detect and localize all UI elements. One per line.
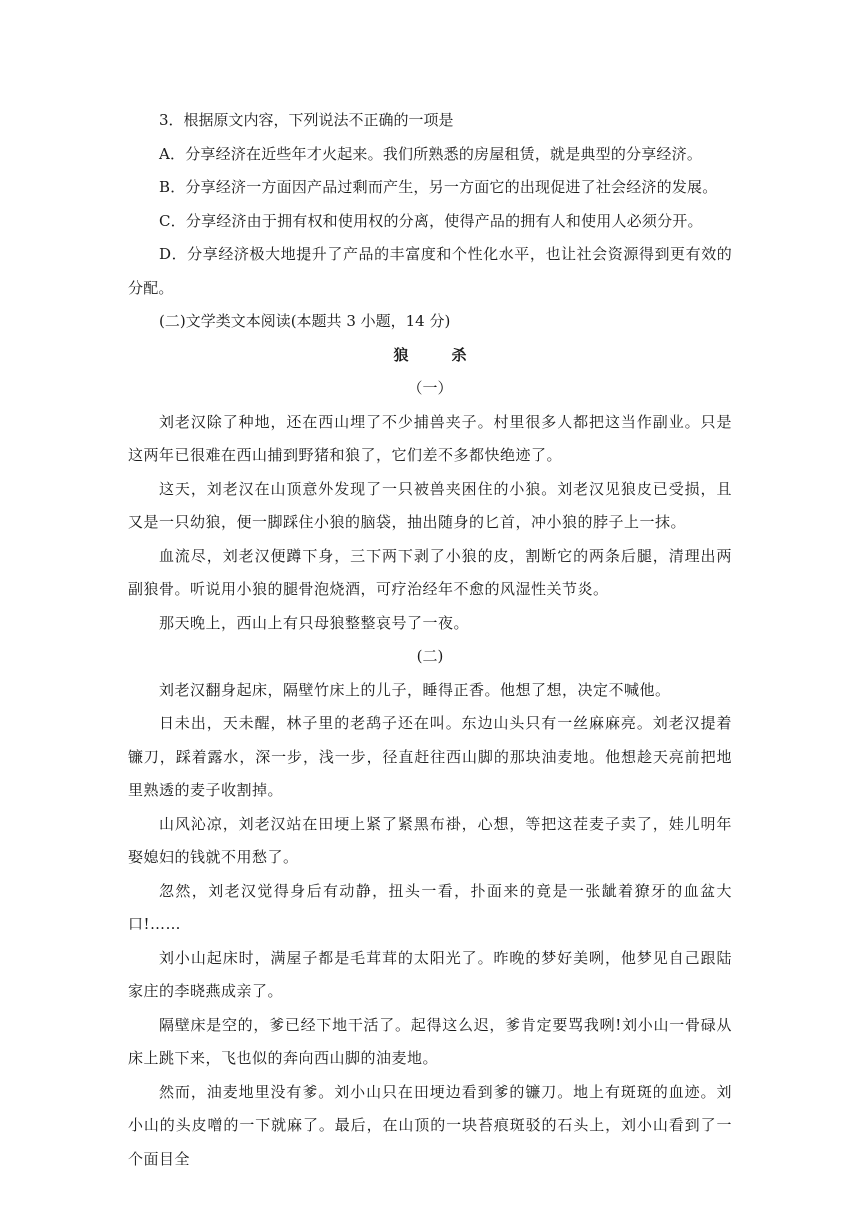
story-paragraph: 隔壁床是空的，爹已经下地干活了。起得这么迟，爹肯定要骂我咧!刘小山一骨碌从床上跳下来，飞也似的奔向西山脚的油麦地。 [128,1015,732,1067]
question-3-stem: 3．根据原文内容，下列说法不正确的一项是 [159,111,454,129]
part-1-label: （一） [407,379,453,397]
section-heading: (二)文学类文本阅读(本题共 3 小题，14 分) [159,312,451,330]
story-paragraph: 刘老汉翻身起床，隔壁竹床上的儿子，睡得正香。他想了想，决定不喊他。 [159,680,671,699]
question-3-option-c: C．分享经济由于拥有权和使用权的分离，使得产品的拥有人和使用人必须分开。 [159,211,703,230]
question-3-option-a: A．分享经济在近些年才火起来。我们所熟悉的房屋租赁，就是典型的分享经济。 [159,144,703,163]
story-paragraph: 然而，油麦地里没有爹。刘小山只在田埂边看到爹的镰刀。地上有斑斑的血迹。刘小山的头皮噌的一下就麻了。最后，在山顶的一块苔痕斑驳的石头上，刘小山看到了一个面目全 [128,1082,732,1168]
story-paragraph: 刘老汉除了种地，还在西山埋了不少捕兽夹子。村里很多人都把这当作副业。只是这两年已很难在西山捕到野猪和狼了，它们差不多都快绝迹了。 [128,412,732,464]
question-3-option-d: D．分享经济极大地提升了产品的丰富度和个性化水平，也让社会资源得到更有效的分配。 [128,245,732,297]
story-title: 狼 杀 [393,345,481,364]
story-paragraph: 山风沁凉，刘老汉站在田埂上紧了紧黑布褂，心想，等把这茬麦子卖了，娃儿明年娶媳妇的钱就不用愁了。 [128,814,732,866]
question-3-option-b: B．分享经济一方面因产品过剩而产生，另一方面它的出现促进了社会经济的发展。 [159,178,718,196]
story-paragraph: 这天，刘老汉在山顶意外发现了一只被兽夹困住的小狼。刘老汉见狼皮已受损，且又是一只幼狼，便一脚踩住小狼的脑袋，抽出随身的匕首，冲小狼的脖子上一抹。 [128,479,732,531]
story-part-2 [128,674,732,1177]
story-paragraph: 日未出，天未醒，林子里的老鸹子还在叫。东边山头只有一丝麻麻亮。刘老汉提着镰刀，踩着露水，深一步，浅一步，径直赶往西山脚的那块油麦地。他想趁天亮前把地里熟透的麦子收割掉。 [128,714,732,799]
story-paragraph: 刘小山起床时，满屋子都是毛茸茸的太阳光了。昨晚的梦好美咧，他梦见自己跟陆家庄的李晓燕成亲了。 [128,948,732,1000]
story-paragraph: 血流尽，刘老汉便蹲下身，三下两下剥了小狼的皮，割断它的两条后腿，清理出两副狼骨。听说用小狼的腿骨泡烧酒，可疗治经年不愈的风湿性关节炎。 [128,546,732,598]
story-part-1 [128,406,732,641]
part-2-label: (二) [416,647,444,665]
page-content [128,104,732,1176]
story-paragraph: 忽然，刘老汉觉得身后有动静，扭头一看，扑面来的竟是一张龇着獠牙的血盆大口!…… [128,881,732,933]
story-paragraph: 那天晚上，西山上有只母狼整整哀号了一夜。 [159,613,470,632]
